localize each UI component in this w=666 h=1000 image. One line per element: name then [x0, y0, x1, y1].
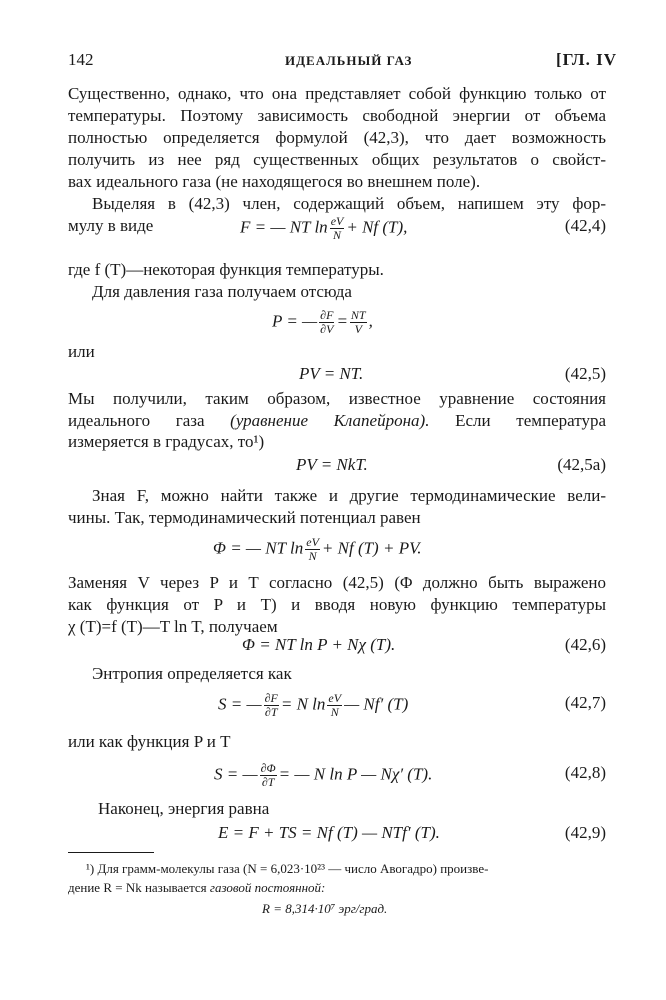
text-line: Энтропия определяется как	[92, 664, 292, 683]
footnote-rule	[68, 852, 154, 853]
text-line: Для давления газа получаем отсюда	[92, 282, 352, 301]
text-line: Зная F, можно найти также и другие термодинамические вели-	[92, 486, 606, 505]
equation-42-6: Φ = NT ln P + Nχ (T).	[242, 635, 396, 654]
equation-label: (42,9)	[564, 823, 606, 842]
page-number: 142	[68, 50, 94, 69]
footnote-formula: R = 8,314·10⁷ эрг/град.	[262, 901, 388, 916]
text-line: мулу в виде	[68, 216, 154, 235]
equation-42-5a: PV = NkT.	[296, 455, 368, 474]
equation-label: (42,4)	[564, 216, 606, 235]
text-line: как функция от P и T) и вводя новую функцию температуры	[68, 595, 606, 614]
text-line: полностью определяется формулой (42,3), что дает возможность	[68, 128, 606, 147]
footnote-line: ¹) Для грамм-молекулы газа (N = 6,023·10²³ — число Авогадро) произве-	[86, 861, 489, 876]
text-line: Наконец, энергия равна	[98, 799, 270, 818]
text-line: Заменяя V через P и T согласно (42,5) (Φ должно быть выражено	[68, 573, 606, 592]
text-line: или	[68, 342, 95, 361]
footnote-line: дение R = Nk называется газовой постоянной:	[68, 880, 326, 895]
equation-label: (42,7)	[564, 693, 606, 712]
text-line: температуры. Поэтому зависимость свободной энергии от объема	[68, 106, 606, 125]
chapter-label: [ГЛ. IV	[556, 50, 617, 69]
equation-pressure: P = — $\frac{\partial F}{\partial V}$ = $\frac{NT}{V}$ ,	[272, 308, 373, 336]
text-line: где f (T)—некоторая функция температуры.	[68, 260, 384, 279]
text-line: вах идеального газа (не находящегося во внешнем поле).	[68, 172, 481, 191]
text-line: Выделяя в (42,3) член, содержащий объем, напишем эту фор-	[92, 194, 606, 213]
equation-thermo-potential: Φ = — NT ln $\frac{eV}{N}$ + Nf (T) + PV.	[213, 535, 422, 563]
equation-42-4: F = — NT ln $\frac{eV}{N}$ + Nf (T),	[240, 214, 408, 242]
equation-label: (42,5)	[564, 364, 606, 383]
running-title: ИДЕАЛЬНЫЙ ГАЗ	[285, 53, 413, 68]
text-line: измеряется в градусах, то¹)	[68, 432, 265, 451]
equation-label: (42,8)	[564, 763, 606, 782]
text-line: Существенно, однако, что она представляет собой функцию только от	[68, 84, 606, 103]
text-line: или как функция P и T	[68, 732, 231, 751]
text-line: чины. Так, термодинамический потенциал равен	[68, 508, 421, 527]
text-line: Мы получили, таким образом, известное уравнение состояния	[68, 389, 606, 408]
equation-42-7: S = — $\frac{\partial F}{\partial T}$ = N ln $\frac{eV}{N}$ — Nf′ (T)	[218, 691, 409, 719]
equation-42-9: E = F + TS = Nf (T) — NTf′ (T).	[218, 823, 440, 842]
equation-42-5: PV = NT.	[299, 364, 364, 383]
equation-label: (42,5а)	[557, 455, 606, 474]
text-line: идеального газа (уравнение Клапейрона). Если температура	[68, 411, 607, 430]
text-line: получить из нее ряд существенных общих результатов о свойст-	[68, 150, 606, 169]
equation-label: (42,6)	[564, 635, 606, 654]
text-line: χ (T)=f (T)—T ln T, получаем	[68, 617, 278, 636]
equation-42-8: S = — $\frac{\partial\Phi}{\partial T}$ = — N ln P — Nχ′ (T).	[214, 761, 433, 789]
